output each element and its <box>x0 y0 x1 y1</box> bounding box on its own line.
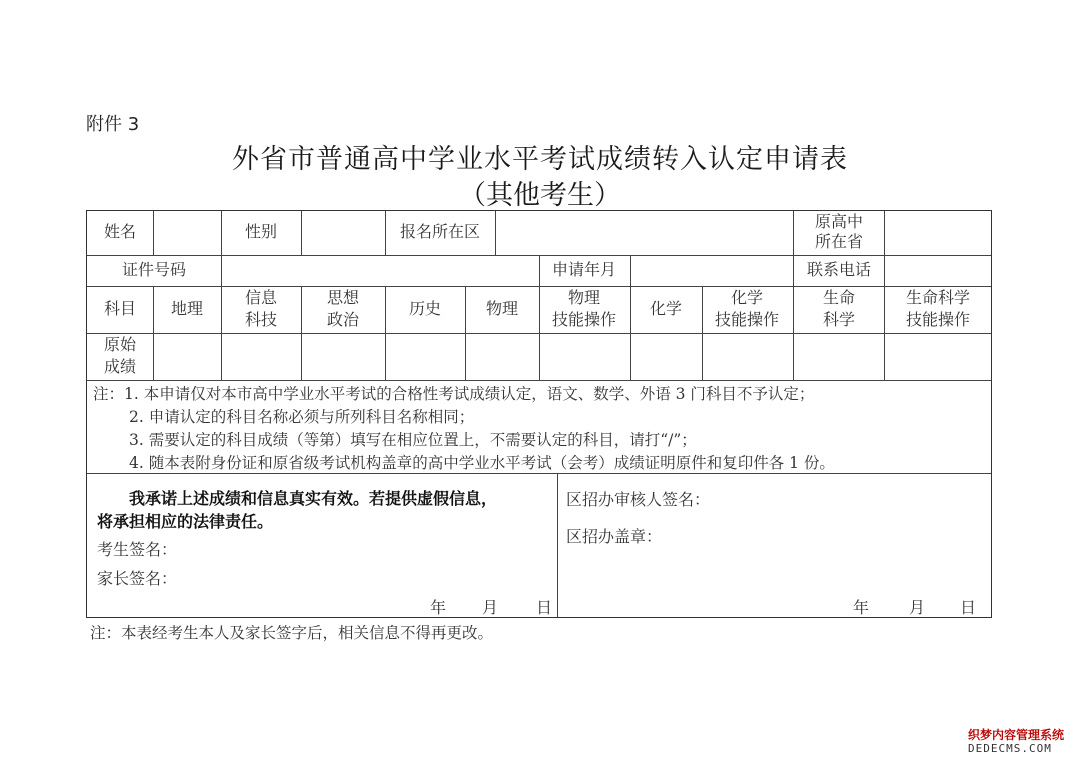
row-divider <box>87 380 991 381</box>
subject-life-science-lab-line1: 生命科学 <box>905 288 971 307</box>
score-field-life-science-lab[interactable] <box>885 334 990 379</box>
left-date-day: 日 <box>536 598 553 617</box>
subject-physics: 物理 <box>485 299 519 318</box>
application-form <box>86 210 992 618</box>
right-date-day: 日 <box>960 598 977 617</box>
subject-life-science-line2: 科学 <box>822 310 856 329</box>
score-field-physics[interactable] <box>466 334 538 379</box>
row-divider <box>87 473 991 474</box>
subject-life-science-line1: 生命 <box>822 288 856 307</box>
subject-row-label: 科目 <box>103 299 137 318</box>
gender-label: 性别 <box>244 222 278 241</box>
note-4: 4. 随本表附身份证和原省级考试机构盖章的高中学业水平考试（会考）成绩证明原件和复印件各 1 份。 <box>129 454 835 472</box>
district-field[interactable] <box>496 212 792 254</box>
right-date-year: 年 <box>853 598 870 617</box>
student-signature-label: 考生签名： <box>97 540 178 559</box>
apply-date-field[interactable] <box>631 256 792 285</box>
attachment-label: 附件 3 <box>86 114 140 135</box>
score-field-info-tech[interactable] <box>222 334 300 379</box>
subject-chemistry-lab-line2: 技能操作 <box>714 310 780 329</box>
note-3: 3. 需要认定的科目成绩（等第）填写在相应位置上，不需要认定的科目，请打“/”； <box>129 431 697 449</box>
score-field-history[interactable] <box>386 334 464 379</box>
subject-info-tech-line2: 科技 <box>244 310 278 329</box>
origin-province-field[interactable] <box>885 212 990 254</box>
watermark-text: 织梦内容管理系统 <box>968 728 1065 742</box>
score-field-life-science[interactable] <box>794 334 883 379</box>
id-number-label: 证件号码 <box>121 260 187 279</box>
student-signature-field[interactable] <box>182 539 542 561</box>
reviewer-signature-field[interactable] <box>727 489 977 511</box>
score-row-label-line2: 成绩 <box>103 357 137 376</box>
subject-info-tech-line1: 信息 <box>244 288 278 307</box>
parent-signature-label: 家长签名： <box>97 569 178 588</box>
district-label: 报名所在区 <box>399 222 481 241</box>
pledge-text-line2: 将承担相应的法律责任。 <box>97 512 274 531</box>
footnote: 注：本表经考生本人及家长签字后，相关信息不得再更改。 <box>90 624 494 642</box>
subject-chemistry: 化学 <box>649 299 683 318</box>
score-field-physics-lab[interactable] <box>540 334 629 379</box>
name-field[interactable] <box>154 212 220 254</box>
parent-signature-field[interactable] <box>182 568 542 590</box>
watermark-url: DEDECMS.COM <box>968 742 1052 755</box>
left-date-year: 年 <box>430 598 447 617</box>
office-seal-field[interactable] <box>677 526 977 548</box>
score-row-label-line1: 原始 <box>103 335 137 354</box>
subject-politics-line1: 思想 <box>326 288 360 307</box>
form-subtitle: （其他考生） <box>459 180 621 211</box>
subject-chemistry-lab-line1: 化学 <box>730 288 764 307</box>
phone-field[interactable] <box>885 256 990 285</box>
form-title: 外省市普通高中学业水平考试成绩转入认定申请表 <box>232 144 848 175</box>
subject-life-science-lab-line2: 技能操作 <box>905 310 971 329</box>
origin-province-label-line1: 原高中 <box>814 212 864 231</box>
gender-field[interactable] <box>302 212 384 254</box>
name-label: 姓名 <box>103 222 137 241</box>
subject-history: 历史 <box>408 299 442 318</box>
subject-politics-line2: 政治 <box>326 310 360 329</box>
right-date-month: 月 <box>909 598 926 617</box>
apply-date-label: 申请年月 <box>551 260 617 279</box>
phone-label: 联系电话 <box>806 260 872 279</box>
id-number-field[interactable] <box>222 256 538 285</box>
office-seal-label: 区招办盖章： <box>566 527 663 546</box>
score-field-geography[interactable] <box>154 334 220 379</box>
subject-physics-lab-line1: 物理 <box>567 288 601 307</box>
pledge-text-line1: 我承诺上述成绩和信息真实有效。若提供虚假信息， <box>129 489 498 508</box>
score-field-chemistry[interactable] <box>631 334 701 379</box>
score-field-chemistry-lab[interactable] <box>703 334 792 379</box>
left-date-month: 月 <box>482 598 499 617</box>
origin-province-label-line2: 所在省 <box>814 232 864 251</box>
subject-physics-lab-line2: 技能操作 <box>551 310 617 329</box>
note-1: 注：1. 本申请仅对本市高中学业水平考试的合格性考试成绩认定，语文、数学、外语 3 门科目不予认定； <box>93 385 815 403</box>
note-2: 2. 申请认定的科目名称必须与所列科目名称相同； <box>129 408 475 426</box>
subject-geography: 地理 <box>170 299 204 318</box>
reviewer-signature-label: 区招办审核人签名： <box>566 490 711 509</box>
score-field-politics[interactable] <box>302 334 384 379</box>
